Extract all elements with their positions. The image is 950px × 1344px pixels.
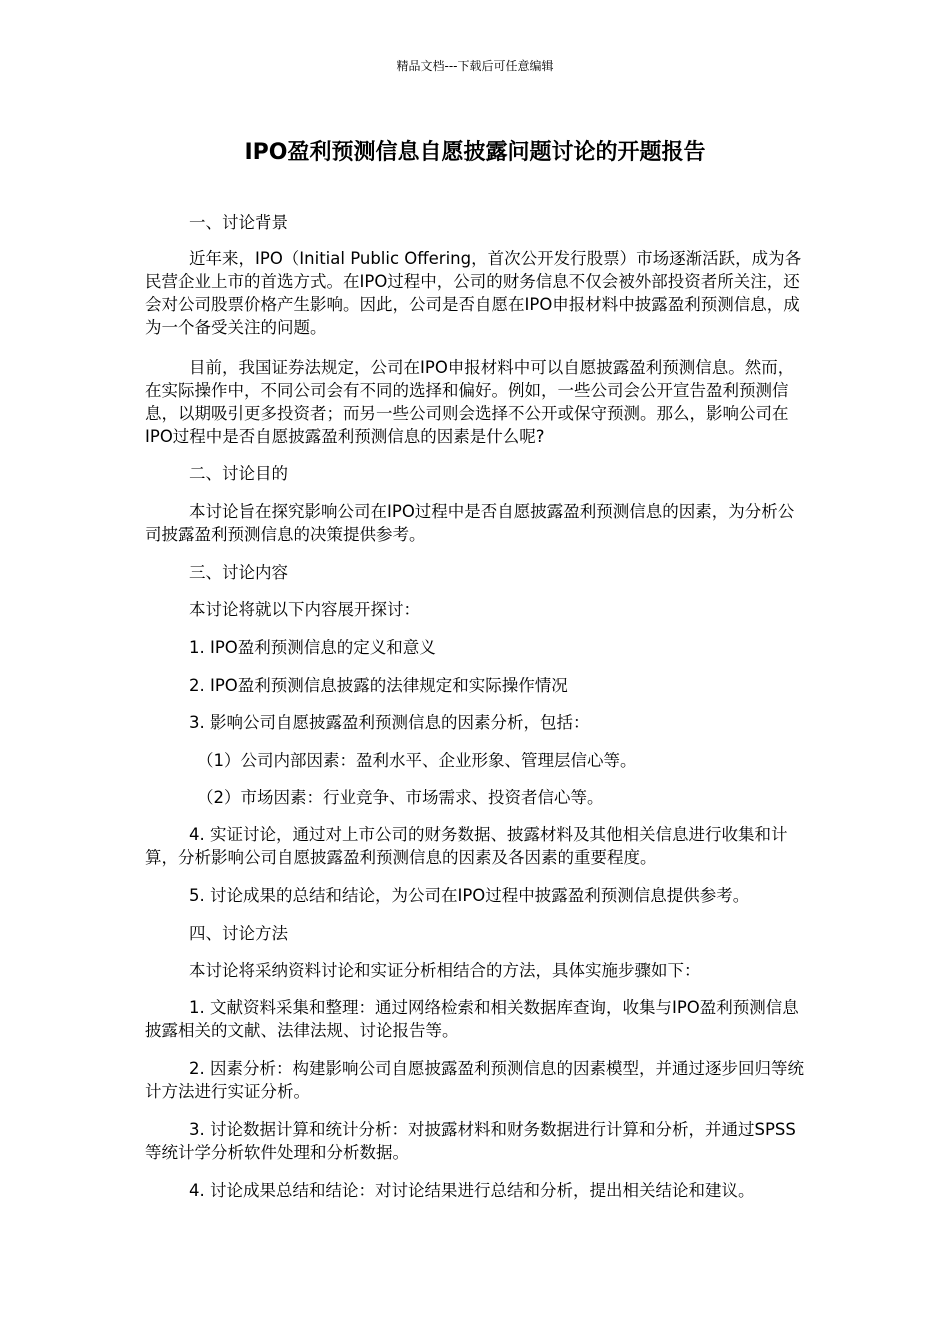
paragraph-current-rules: 目前，我国证券法规定，公司在IPO申报材料中可以自愿披露盈利预测信息。然而，在实际操作中，不同公司会有不同的选择和偏好。例如，一些公司会公开宣告盈利预测信息，以期吸引更多投资者；而另一些公司则会选择不公开或保守预测。那么，影响公司在IPO过程中是否自愿披露盈利预测信息的因素是什么呢? [145,358,795,446]
section-heading-method: 四、讨论方法 [189,924,288,943]
list-item-content-3: 3. 影响公司自愿披露盈利预测信息的因素分析，包括： [189,713,590,732]
list-item-method-1: 1. 文献资料采集和整理：通过网络检索和相关数据库查询，收集与IPO盈利预测信息披露相关的文献、法律法规、讨论报告等。 [145,998,799,1040]
list-subitem-market-factors: （2）市场因素：行业竞争、市场需求、投资者信心等。 [197,788,604,807]
list-item-method-4: 4. 讨论成果总结和结论：对讨论结果进行总结和分析，提出相关结论和建议。 [189,1181,755,1200]
list-item-method-3: 3. 讨论数据计算和统计分析：对披露材料和财务数据进行计算和分析，并通过SPSS等统计学分析软件处理和分析数据。 [145,1120,796,1162]
document-title: IPO盈利预测信息自愿披露问题讨论的开题报告 [244,140,706,165]
list-item-content-5: 5. 讨论成果的总结和结论，为公司在IPO过程中披露盈利预测信息提供参考。 [189,886,750,905]
list-item-content-1: 1. IPO盈利预测信息的定义和意义 [189,638,436,657]
list-item-content-2: 2. IPO盈利预测信息披露的法律规定和实际操作情况 [189,676,568,695]
section-heading-content: 三、讨论内容 [189,563,288,582]
section-heading-background: 一、讨论背景 [189,213,288,232]
paragraph-method-intro: 本讨论将采纳资料讨论和实证分析相结合的方法，具体实施步骤如下： [189,961,701,980]
page-header: 精品文档---下载后可任意编辑 [396,59,554,73]
paragraph-content-intro: 本讨论将就以下内容展开探讨： [189,600,420,619]
list-item-content-4: 4. 实证讨论，通过对上市公司的财务数据、披露材料及其他相关信息进行收集和计算，分析影响公司自愿披露盈利预测信息的因素及各因素的重要程度。 [145,825,788,867]
paragraph-purpose: 本讨论旨在探究影响公司在IPO过程中是否自愿披露盈利预测信息的因素，为分析公司披露盈利预测信息的决策提供参考。 [145,502,795,544]
paragraph-background: 近年来，IPO（Initial Public Offering，首次公开发行股票）市场逐渐活跃，成为各民营企业上市的首选方式。在IPO过程中，公司的财务信息不仅会被外部投资者所关注，还会对公司股票价格产生影响。因此，公司是否自愿在IPO申报材料中披露盈利预测信息，成为一个备受关注的问题。 [145,249,802,337]
section-heading-purpose: 二、讨论目的 [189,464,288,483]
list-subitem-internal-factors: （1）公司内部因素：盈利水平、企业形象、管理层信心等。 [197,751,637,770]
list-item-method-2: 2. 因素分析：构建影响公司自愿披露盈利预测信息的因素模型，并通过逐步回归等统计方法进行实证分析。 [145,1059,804,1101]
